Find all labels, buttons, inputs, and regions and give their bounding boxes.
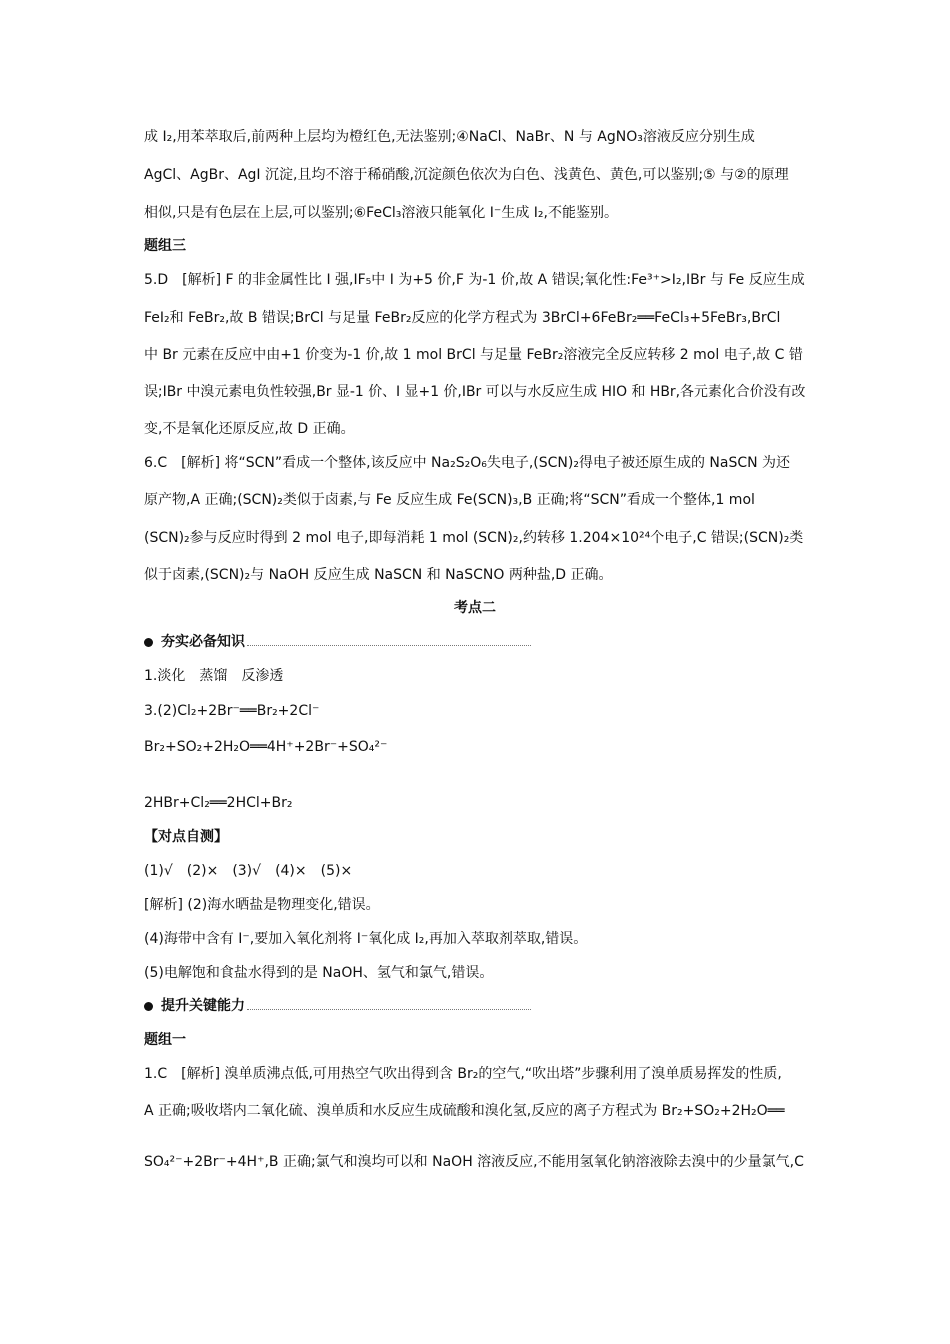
text-line: FeI₂和 FeBr₂,故 B 错误;BrCl 与足量 FeBr₂反应的化学方程式为 3BrCl+6FeBr₂══FeCl₃+5FeBr₃,BrCl — [144, 310, 781, 326]
text-line: (SCN)₂参与反应时得到 2 mol 电子,即每消耗 1 mol (SCN)₂,约转移 1.204×10²⁴个电子,C 错误;(SCN)₂类 — [144, 530, 804, 546]
section-heading: 考点二 — [454, 600, 496, 616]
text-line: AgCl、AgBr、AgI 沉淀,且均不溶于稀硝酸,沉淀颜色依次为白色、浅黄色、黄色,可以鉴别;⑤ 与②的原理 — [144, 167, 789, 183]
dotted-rule — [247, 1009, 531, 1010]
text-line: 似于卤素,(SCN)₂与 NaOH 反应生成 NaSCN 和 NaSCNO 两种盐,D 正确。 — [144, 567, 613, 583]
section-knowledge — [144, 632, 531, 652]
self-test-title: 【对点自测】 — [144, 829, 228, 845]
equation-line: 2HBr+Cl₂══2HCl+Br₂ — [144, 795, 293, 811]
text-line: SO₄²⁻+2Br⁻+4H⁺,B 正确;氯气和溴均可以和 NaOH 溶液反应,不能用氢氧化钠溶液除去溴中的少量氯气,C — [144, 1154, 804, 1170]
text-line: A 正确;吸收塔内二氧化硫、溴单质和水反应生成硫酸和溴化氢,反应的离子方程式为 Br₂+SO₂+2H₂O══ — [144, 1103, 785, 1119]
group-title: 题组三 — [144, 238, 186, 254]
text-line: (5)电解饱和食盐水得到的是 NaOH、氢气和氯气,错误。 — [144, 965, 494, 981]
text-line: 原产物,A 正确;(SCN)₂类似于卤素,与 Fe 反应生成 Fe(SCN)₃,B 正确;将“SCN”看成一个整体,1 mol — [144, 492, 755, 508]
section-ability — [144, 996, 531, 1016]
text-line: 5.D [解析] F 的非金属性比 I 强,IF₅中 I 为+5 价,F 为-1 价,故 A 错误;氧化性:Fe³⁺>I₂,IBr 与 Fe 反应生成 — [144, 272, 805, 288]
dotted-rule — [247, 645, 531, 646]
group-title: 题组一 — [144, 1032, 186, 1048]
text-line: 6.C [解析] 将“SCN”看成一个整体,该反应中 Na₂S₂O₆失电子,(SCN)₂得电子被还原生成的 NaSCN 为还 — [144, 455, 791, 471]
text-line: (4)海带中含有 I⁻,要加入氧化剂将 I⁻氧化成 I₂,再加入萃取剂萃取,错误。 — [144, 931, 588, 947]
text-line: 相似,只是有色层在上层,可以鉴别;⑥FeCl₃溶液只能氧化 I⁻生成 I₂,不能鉴别。 — [144, 205, 618, 221]
answers-line: (1)√ (2)× (3)√ (4)× (5)× — [144, 863, 353, 879]
equation-line: 3.(2)Cl₂+2Br⁻══Br₂+2Cl⁻ — [144, 703, 320, 719]
equation-line: Br₂+SO₂+2H₂O══4H⁺+2Br⁻+SO₄²⁻ — [144, 739, 388, 755]
section-label: 提升关键能力 — [161, 998, 245, 1014]
text-line: 中 Br 元素在反应中由+1 价变为-1 价,故 1 mol BrCl 与足量 FeBr₂溶液完全反应转移 2 mol 电子,故 C 错 — [144, 347, 803, 363]
section-label: 夯实必备知识 — [161, 634, 245, 650]
text-line: 误;IBr 中溴元素电负性较强,Br 显-1 价、I 显+1 价,IBr 可以与水反应生成 HIO 和 HBr,各元素化合价没有改 — [144, 384, 806, 400]
text-line: [解析] (2)海水晒盐是物理变化,错误。 — [144, 897, 380, 913]
text-line: 1.C [解析] 溴单质沸点低,可用热空气吹出得到含 Br₂的空气,“吹出塔”步骤利用了溴单质易挥发的性质, — [144, 1066, 782, 1082]
text-line: 变,不是氧化还原反应,故 D 正确。 — [144, 421, 355, 437]
text-line: 1.淡化 蒸馏 反渗透 — [144, 668, 284, 684]
bullet-icon — [144, 1002, 153, 1011]
text-line: 成 I₂,用苯萃取后,前两种上层均为橙红色,无法鉴别;④NaCl、NaBr、N 与 AgNO₃溶液反应分别生成 — [144, 129, 755, 145]
bullet-icon — [144, 638, 153, 647]
